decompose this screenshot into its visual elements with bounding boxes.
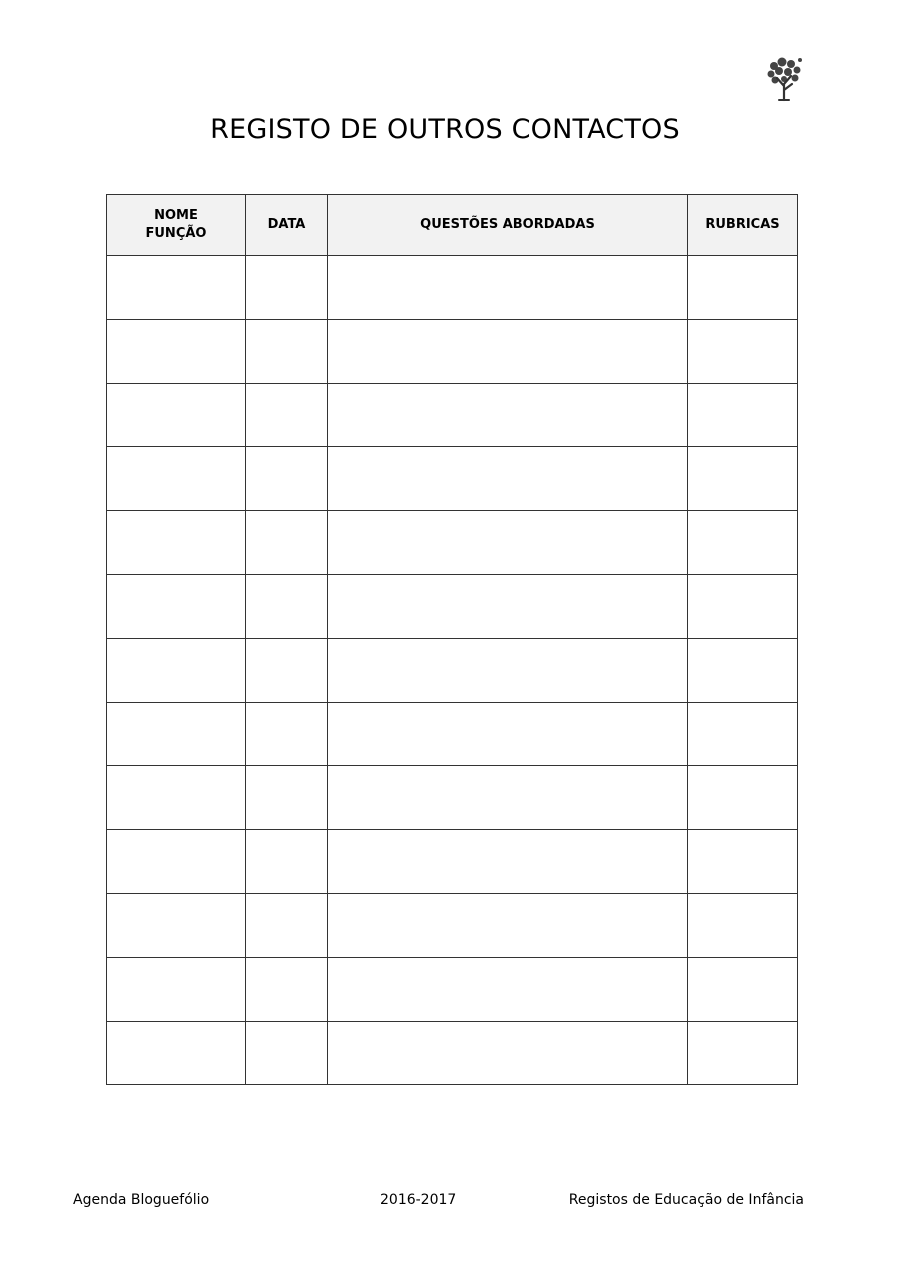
header-nome: NOME <box>154 208 198 223</box>
header-rubricas: RUBRICAS <box>688 195 798 256</box>
contacts-table <box>106 194 798 1085</box>
table-row <box>107 256 798 320</box>
table-row <box>107 1021 798 1085</box>
cell-questoes[interactable] <box>328 766 688 830</box>
cell-nome-funcao[interactable] <box>107 1021 246 1085</box>
cell-nome-funcao[interactable] <box>107 638 246 702</box>
footer-center: 2016-2017 <box>380 1192 457 1208</box>
table-body <box>107 256 798 1085</box>
page-title: REGISTO DE OUTROS CONTACTOS <box>210 114 680 145</box>
cell-questoes[interactable] <box>328 256 688 320</box>
cell-data[interactable] <box>246 1021 328 1085</box>
header-data: DATA <box>246 195 328 256</box>
table-row <box>107 447 798 511</box>
cell-rubricas[interactable] <box>688 830 798 894</box>
cell-data[interactable] <box>246 702 328 766</box>
table-row <box>107 957 798 1021</box>
cell-nome-funcao[interactable] <box>107 574 246 638</box>
table-row <box>107 766 798 830</box>
cell-questoes[interactable] <box>328 383 688 447</box>
header-questoes: QUESTÕES ABORDADAS <box>328 195 688 256</box>
cell-rubricas[interactable] <box>688 319 798 383</box>
footer-left: Agenda Bloguefólio <box>73 1192 210 1208</box>
cell-rubricas[interactable] <box>688 766 798 830</box>
cell-nome-funcao[interactable] <box>107 383 246 447</box>
cell-rubricas[interactable] <box>688 702 798 766</box>
cell-rubricas[interactable] <box>688 383 798 447</box>
cell-questoes[interactable] <box>328 319 688 383</box>
table-row <box>107 574 798 638</box>
cell-data[interactable] <box>246 383 328 447</box>
table-row <box>107 893 798 957</box>
table-header-row <box>107 195 798 256</box>
cell-nome-funcao[interactable] <box>107 319 246 383</box>
cell-nome-funcao[interactable] <box>107 766 246 830</box>
cell-questoes[interactable] <box>328 447 688 511</box>
cell-nome-funcao[interactable] <box>107 702 246 766</box>
cell-data[interactable] <box>246 447 328 511</box>
cell-rubricas[interactable] <box>688 1021 798 1085</box>
table-row <box>107 383 798 447</box>
cell-rubricas[interactable] <box>688 256 798 320</box>
cell-nome-funcao[interactable] <box>107 957 246 1021</box>
header-funcao: FUNÇÃO <box>145 226 207 241</box>
table-row <box>107 319 798 383</box>
cell-nome-funcao[interactable] <box>107 256 246 320</box>
cell-questoes[interactable] <box>328 957 688 1021</box>
cell-questoes[interactable] <box>328 1021 688 1085</box>
cell-rubricas[interactable] <box>688 447 798 511</box>
cell-questoes[interactable] <box>328 702 688 766</box>
tree-logo-icon <box>764 54 804 102</box>
cell-nome-funcao[interactable] <box>107 511 246 575</box>
cell-rubricas[interactable] <box>688 893 798 957</box>
table-row <box>107 638 798 702</box>
cell-data[interactable] <box>246 766 328 830</box>
cell-data[interactable] <box>246 638 328 702</box>
cell-questoes[interactable] <box>328 638 688 702</box>
cell-data[interactable] <box>246 830 328 894</box>
cell-data[interactable] <box>246 574 328 638</box>
header-nome-funcao <box>107 195 246 256</box>
table-row <box>107 830 798 894</box>
table-row <box>107 511 798 575</box>
cell-nome-funcao[interactable] <box>107 830 246 894</box>
cell-questoes[interactable] <box>328 511 688 575</box>
table-row <box>107 702 798 766</box>
cell-data[interactable] <box>246 957 328 1021</box>
cell-rubricas[interactable] <box>688 511 798 575</box>
cell-rubricas[interactable] <box>688 574 798 638</box>
cell-data[interactable] <box>246 511 328 575</box>
cell-data[interactable] <box>246 319 328 383</box>
cell-questoes[interactable] <box>328 830 688 894</box>
cell-questoes[interactable] <box>328 893 688 957</box>
cell-rubricas[interactable] <box>688 638 798 702</box>
cell-rubricas[interactable] <box>688 957 798 1021</box>
cell-data[interactable] <box>246 256 328 320</box>
cell-nome-funcao[interactable] <box>107 893 246 957</box>
cell-data[interactable] <box>246 893 328 957</box>
footer-right: Registos de Educação de Infância <box>568 1192 804 1208</box>
cell-questoes[interactable] <box>328 574 688 638</box>
cell-nome-funcao[interactable] <box>107 447 246 511</box>
